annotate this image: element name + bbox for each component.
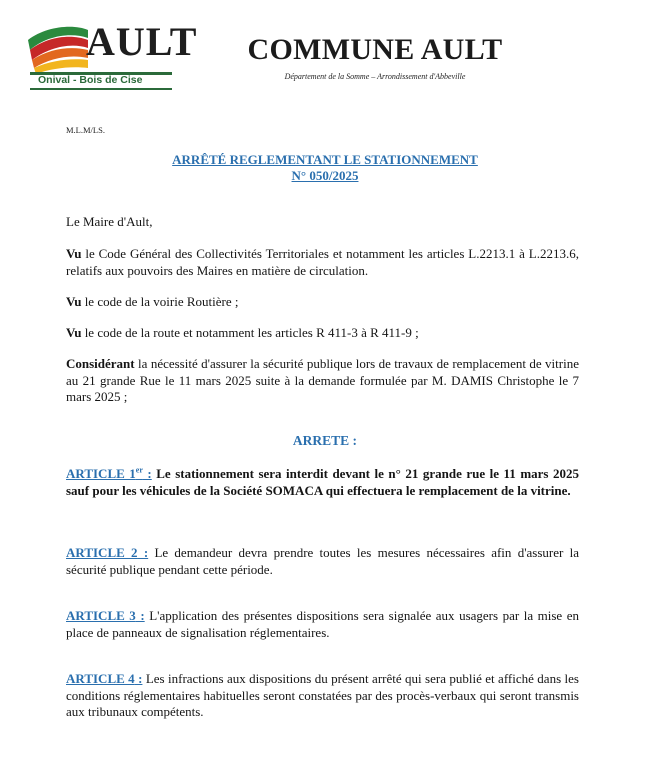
vu-text: le Code Général des Collectivités Territoriales et notamment les articles L.2213.1 à L.2213.6, relatifs aux pouvoirs des Maires en matière de circulation. bbox=[66, 246, 579, 278]
article-number: ARTICLE 1 bbox=[66, 466, 136, 481]
commune-subtitle: Département de la Somme – Arrondissement d'Abbeville bbox=[284, 72, 466, 81]
article-text: Le demandeur devra prendre toutes les mesures nécessaires afin d'assurer la sécurité publique pendant cette période. bbox=[66, 545, 580, 577]
vu-label: Vu bbox=[66, 325, 82, 340]
considerant-text: la nécessité d'assurer la sécurité publique lors de travaux de remplacement de vitrine au 21 grande Rue le 11 mars 2025 suite à la demande formulée par M. DAMIS Christophe le 7 mars 2025 ; bbox=[66, 356, 579, 404]
article-label bbox=[66, 545, 148, 560]
article-colon: : bbox=[134, 671, 143, 686]
decree-number: N° 050/2025 bbox=[291, 168, 359, 183]
article-2 bbox=[66, 545, 579, 578]
article-label bbox=[66, 608, 145, 623]
vu-label: Vu bbox=[66, 246, 82, 261]
article-text: Le stationnement sera interdit devant le n° 21 grande rue le 11 mars 2025 sauf pour les véhicules de la Société SOMACA qui effectuera le remplacement de la vitrine. bbox=[66, 466, 579, 498]
reference-code: M.L.M/LS. bbox=[66, 125, 105, 135]
vu-label: Vu bbox=[66, 294, 82, 309]
commune-logo bbox=[26, 19, 198, 96]
article-3 bbox=[66, 608, 579, 641]
decree-title: ARRÊTÉ REGLEMENTANT LE STATIONNEMENT bbox=[172, 152, 478, 167]
vu-text: le code de la route et notamment les articles R 411-3 à R 411-9 ; bbox=[81, 325, 419, 340]
vu-text: le code de la voirie Routière ; bbox=[81, 294, 239, 309]
article-label bbox=[66, 466, 152, 481]
article-colon: : bbox=[137, 545, 149, 560]
article-text: Les infractions aux dispositions du présent arrêté qui sera publié et affiché dans les conditions réglementaires habituelles seront constatées par des procès-verbaux qui seront transmis aux tribunaux compétents. bbox=[66, 671, 579, 719]
considerant-label: Considérant bbox=[66, 356, 135, 371]
article-4 bbox=[66, 671, 579, 721]
intro-line: Le Maire d'Ault, bbox=[66, 214, 153, 229]
article-label bbox=[66, 671, 142, 686]
article-number: ARTICLE 2 bbox=[66, 545, 138, 560]
article-text: L'application des présentes dispositions sera signalée aux usagers par la mise en place de panneaux de signalisation réglementaires. bbox=[66, 608, 579, 640]
article-ordinal: er bbox=[135, 465, 143, 475]
article-number: ARTICLE 3 bbox=[66, 608, 136, 623]
article-1 bbox=[66, 466, 579, 499]
vu-paragraph-3 bbox=[66, 325, 579, 342]
considerant-paragraph bbox=[66, 356, 579, 406]
commune-title: COMMUNE AULT bbox=[247, 33, 503, 66]
vu-paragraph-2 bbox=[66, 294, 579, 311]
logo-wordmark: AULT bbox=[86, 19, 198, 64]
article-colon: : bbox=[142, 466, 152, 481]
article-number: ARTICLE 4 bbox=[66, 671, 135, 686]
article-colon: : bbox=[135, 608, 145, 623]
arrete-heading: ARRETE : bbox=[292, 433, 358, 448]
vu-paragraph-1 bbox=[66, 246, 579, 279]
logo-subtitle: Onival - Bois de Cise bbox=[38, 74, 143, 86]
